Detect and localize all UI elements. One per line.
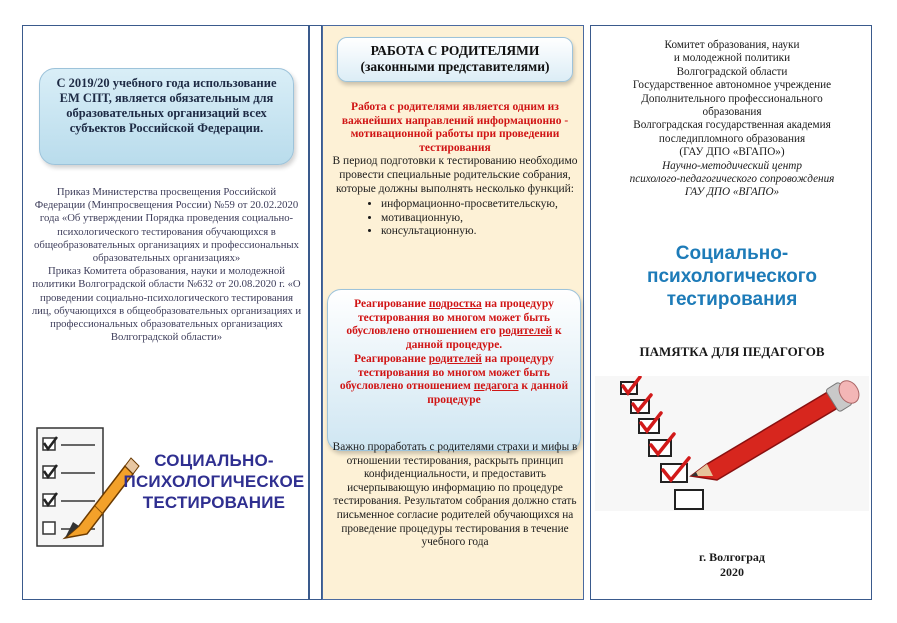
legal-orders [31,186,302,344]
teen-reaction-text [334,298,574,353]
text-fragment: на процедуру тестирования во многом может быть обусловлено отношением его [346,298,554,338]
committee-order: Приказ Комитета образования, науки и молодежной политики Волгоградской области №632 от 20.08.2020 г. «О проведении социально-психологического тестирования лиц, обучающихся в общеобразовательных организациях и профессиональных образовательных организациях Волгоградской области» [31,265,302,344]
org-line: последипломного образования [658,132,806,145]
middle-panel [322,25,584,600]
year: 2020 [720,565,744,579]
underlined-word-parents: родителей [498,325,553,338]
organization-header [599,39,865,200]
parents-work-intro [329,101,581,239]
org-line: Волгоградская государственная академия [633,119,831,132]
parents-fears-text: Важно проработать с родителями страхи и мифы в отношении тестирования, раскрыть принцип конфиденциальности, и предоставить исчерпывающую информацию по процедуре тестирования. Результатом собрания должно стать письменное согласие родителей обучающихся на проведение процедуры тестирования в течение учебного года [332,441,578,549]
org-line: Комитет образования, науки [664,39,800,51]
org-line: Дополнительного профессионального [641,92,823,105]
fold-gutter [309,25,322,600]
text-fragment: на процедуру тестирования во многом может быть обусловлено отношением [339,352,554,393]
logo-line-2: ПСИХОЛОГИЧЕСКОЕ [123,472,305,491]
memo-heading: ПАМЯТКА ДЛЯ ПЕДАГОГОВ [639,344,825,359]
ministry-order: Приказ Министерства просвещения Российской Федерации (Минпросвещения России) №59 от 20.02.2020 года «Об утверждении Порядка проведения социально-психологического тестирования обучающихся в общеобразовательных организациях и профессиональных образовательных организациях» [34,186,299,265]
brochure-title-line-1: Социально- [675,243,789,264]
underlined-word-teen: подростка [428,298,482,310]
parents-section-title [337,37,573,82]
center-line: психолого-педагогического сопровождения [629,173,835,186]
reaction-callout [327,289,581,451]
parents-title-line-2: (законными представителями) [360,59,550,74]
parents-title-line-1: РАБОТА С РОДИТЕЛЯМИ [370,43,540,58]
functions-list [371,198,581,239]
parents-meeting-text: В период подготовки к тестированию необходимо провести специальные родительские собрания, которые должны выполнять несколько функций: [332,155,578,195]
logo-line-3: ТЕСТИРОВАНИЕ [142,493,286,512]
text-fragment: Реагирование [354,298,429,310]
right-panel [590,25,872,600]
list-item: • мотивационную, [381,212,581,226]
org-line: и молодежной политики [673,52,791,65]
parents-reaction-text [334,353,574,408]
parents-work-lead: Работа с родителями является одним из важнейших направлений информационно - мотивационной работы при проведении тестирования [341,101,569,154]
text-fragment: Реагирование [354,352,429,365]
brochure-title [601,242,863,311]
center-line: Научно-методический центр [662,159,802,172]
brochure-title-line-2: психологического [646,266,818,287]
org-line: (ГАУ ДПО «ВГАПО») [679,146,785,159]
center-line: ГАУ ДПО «ВГАПО» [684,186,780,199]
brochure-title-line-3: тестирования [666,289,798,310]
org-line: Государственное автономное учреждение [632,79,832,92]
text-fragment: к данной процедуре. [405,325,562,352]
list-item: • информационно-просветительскую, [381,198,581,212]
list-item: • консультационную. [381,225,581,239]
underlined-word-parents: родителей [428,352,482,365]
logo-line-1: СОЦИАЛЬНО- [154,451,274,470]
checkbox-pencil-illustration [595,376,869,511]
text-fragment: к данной процедуре [427,380,569,406]
city: г. Волгоград [698,550,766,564]
mandatory-callout [39,68,294,165]
footer [601,550,863,580]
org-line: Волгоградской области [676,65,788,78]
mandatory-callout-text: С 2019/20 учебного года использование ЕМ СПТ, является обязательным для образовательных организаций всех субъектов Российской Федерации. [56,76,277,135]
logo-title [119,450,309,513]
left-panel [22,25,309,600]
org-line: образования [702,106,762,119]
underlined-word-teacher: педагога [473,380,519,393]
